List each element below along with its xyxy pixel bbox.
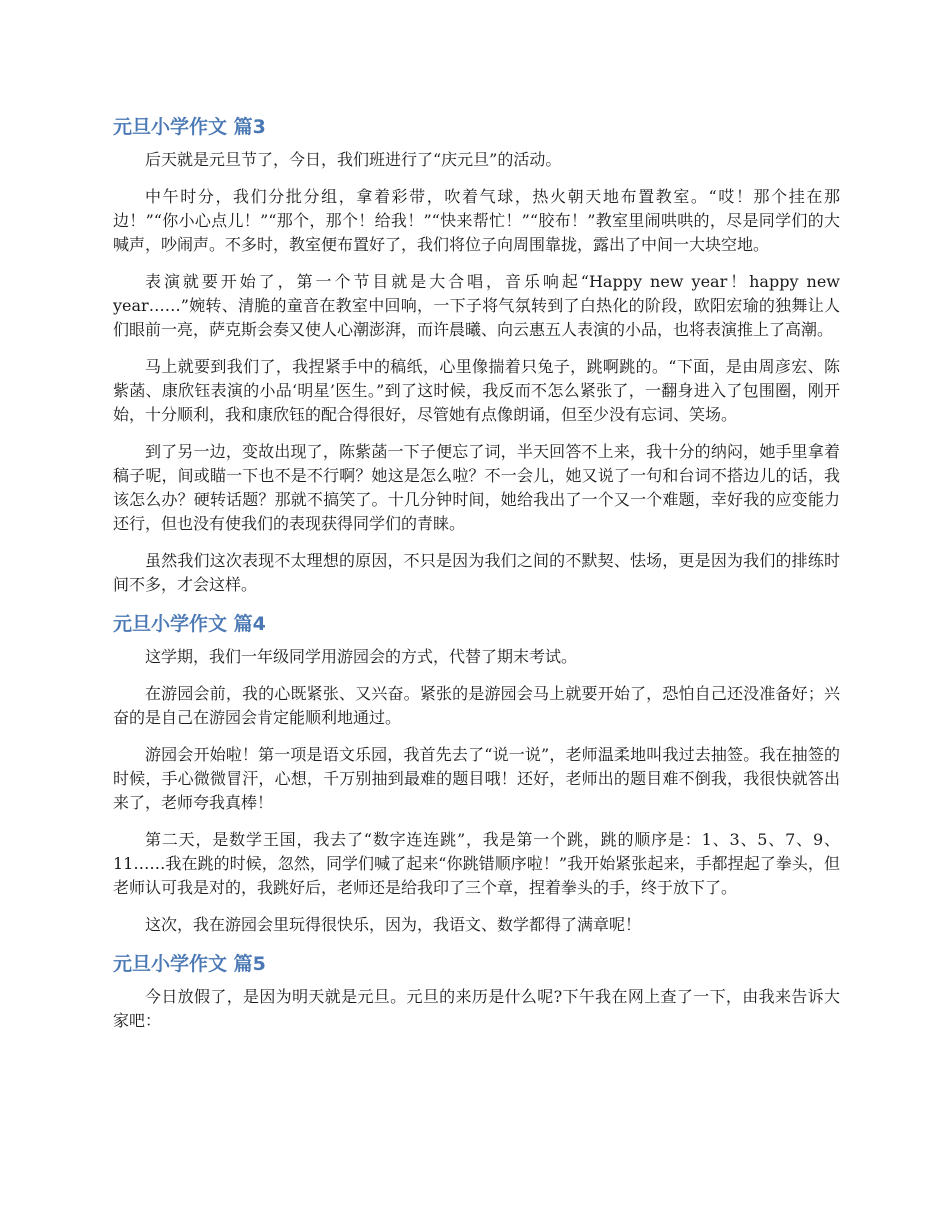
paragraph: 这学期，我们一年级同学用游园会的方式，代替了期末考试。 [145, 647, 578, 666]
paragraph: 马上就要到我们了，我捏紧手中的稿纸，心里像揣着只兔子，跳啊跳的。“下面，是由周彦宏、陈紫菡、康欣钰表演的小品‘明星’医生。”到了这时候，我反而不怎么紧张了，一翻身进入了包围圈，刚开始，十分顺利，我和康欣钰的配合得很好，尽管她有点像朗诵，但至少没有忘词、笑场。 [113, 357, 840, 424]
paragraph: 这次，我在游园会里玩得很快乐，因为，我语文、数学都得了满章呢！ [145, 915, 642, 934]
paragraph: 在游园会前，我的心既紧张、又兴奋。紧张的是游园会马上就要开始了，恐怕自己还没准备好；兴奋的是自己在游园会肯定能顺利地通过。 [113, 684, 840, 727]
paragraph: 今日放假了，是因为明天就是元旦。元旦的来历是什么呢?下午我在网上查了一下，由我来告诉大家吧： [113, 987, 840, 1030]
paragraph: 第二天，是数学王国，我去了“数字连连跳”，我是第一个跳，跳的顺序是：1、3、5、7、9、11……我在跳的时候，忽然，同学们喊了起来“你跳错顺序啦！”我开始紧张起来，手都捏起了拳头，但老师认可我是对的，我跳好后，老师还是给我印了三个章，捏着拳头的手，终于放下了。 [113, 830, 840, 897]
paragraph: 到了另一边，变故出现了，陈紫菡一下子便忘了词，半天回答不上来，我十分的纳闷，她手里拿着稿子呢，间或瞄一下也不是不行啊？她这是怎么啦？不一会儿，她又说了一句和台词不搭边儿的话，我该怎么办？硬转话题？那就不搞笑了。十几分钟时间，她给我出了一个又一个难题，幸好我的应变能力还行，但也没有使我们的表现获得同学们的青睐。 [113, 442, 840, 533]
section-title: 元旦小学作文 篇3 [113, 116, 266, 138]
essay-section-3 [113, 113, 840, 597]
paragraph: 虽然我们这次表现不太理想的原因，不只是因为我们之间的不默契、怯场，更是因为我们的排练时间不多，才会这样。 [113, 551, 840, 594]
paragraph: 中午时分，我们分批分组，拿着彩带，吹着气球，热火朝天地布置教室。“哎！那个挂在那边！”“你小心点儿！”“那个，那个！给我！”“快来帮忙！”“胶布！”教室里闹哄哄的，尽是同学们的大喊声，吵闹声。不多时，教室便布置好了，我们将位子向周围靠拢，露出了中间一大块空地。 [113, 187, 840, 254]
paragraph: 后天就是元旦节了，今日，我们班进行了“庆元旦”的活动。 [145, 150, 562, 169]
essay-section-4 [113, 610, 840, 937]
section-title: 元旦小学作文 篇5 [113, 953, 266, 975]
paragraph: 表演就要开始了，第一个节目就是大合唱，音乐响起“Happy new year！happy new year……”婉转、清脆的童音在教室中回响，一下子将气氛转到了白热化的阶段，欧阳宏瑜的独舞让人们眼前一亮，萨克斯会奏又使人心潮澎湃，而许晨曦、向云惠五人表演的小品，也将表演推上了高潮。 [113, 272, 840, 339]
section-title: 元旦小学作文 篇4 [113, 613, 266, 635]
paragraph: 游园会开始啦！第一项是语文乐园，我首先去了“说一说”，老师温柔地叫我过去抽签。我在抽签的时候，手心微微冒汗，心想，千万别抽到最难的题目哦！还好，老师出的题目难不倒我，我很快就答出来了，老师夸我真棒！ [113, 745, 840, 812]
essay-section-5 [113, 950, 840, 1033]
document-page [113, 113, 840, 1046]
